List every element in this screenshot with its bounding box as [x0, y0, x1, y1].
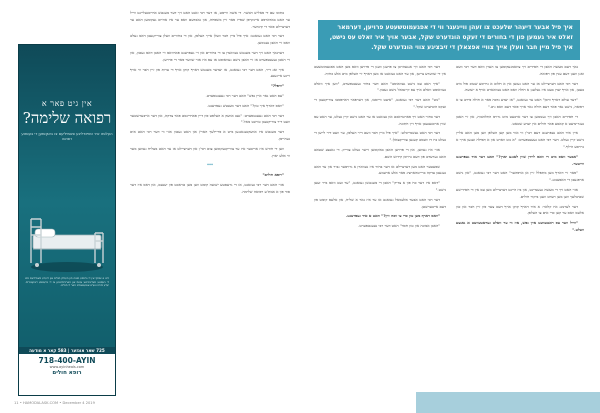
paragraph: אזוי האט דער רבי געזאגט, אז די גרעסטע ישועה קומט ווען מען טראכט פון יענעם, און דאס איז דער סוד פון א אמת'ע רפואה שלימה.: [130, 181, 290, 194]
paragraph: "האבן אמונה און טון חסד" האט דער רבי געענטפערט.: [358, 223, 440, 229]
paragraph: דער מענטש איז אוועקגעגאנגען מיט א פריילעך הארץ און האט געטון אזוי ווי דער רבי האט אים געהייסן.: [130, 129, 290, 141]
paragraph: "אבער וואס מיט די וואס ליידן שוין לאנגע יארן?" האט דער איד געפרעגט ווייטער.: [456, 153, 584, 166]
ad-headline: [19, 99, 115, 127]
paragraph: אזוי איז געווען, און די פרויען האבן באקומען זייער געלט צוריק. די גאנצע שטאט האט גערעדט פון דעם גרויסן קידוש השם.: [314, 146, 446, 159]
charity-advertisement[interactable]: [18, 44, 116, 396]
page-footer: 11 • HAMODIA.ASK.COM • December 4 2019: [14, 401, 95, 405]
paragraph: "דער עולם דארף וויסן" האט ער געזאגט, "אז יעדע נדבה פאר א חולה פירט צו א רפואה, נישט נאר פאר דעם חולה נאר אויך פאר דעם וואס גיט.": [456, 97, 584, 109]
paragraph: דער לערנונג איז קלאר: א איד דארף קוקן אויף דעם צער פון זיין חבר און טון אלעס וואס ער קען כדי אים צו העלפן.: [456, 203, 584, 216]
article-column-right-page-right: [456, 64, 584, 388]
paragraph: דער רבי האט געשמייכלט: "איך פיל מיין חבר וועט דיר העלפן, ער וועט דיר לייען די געלט ביז דו וועסט קענען צוריקצאלן.": [314, 130, 446, 143]
ad-contact-box: [19, 347, 115, 395]
ad-phone-number[interactable]: 718-400-AYIN: [38, 356, 96, 365]
ad-subtitle: העלפט איר טוויינדליגע פאמיליעס צו באקומען די בעסטע רפואה: [21, 131, 113, 141]
paragraph: נאך דעם מעשה האבן די חסידים זיך צוזאמגעקומען צו הערן וואס דער רבי וועט זאגן וועגן דעם ענין פון רפואה.: [456, 64, 584, 76]
ad-offer-bar: 725 שאר אונזער | 583 קאר א מודעה: [19, 347, 115, 354]
section-separator: ***: [206, 162, 214, 168]
ad-headline-big: רפואה שלימה?: [22, 109, 112, 127]
paragraph: דער רבי האט דערציילט אז ער האט געזען אין א חלום א גרויסע שטוב פול מיט בעטן, און אויף יעדן בעט איז געלעגן א חולה וואס האט געוואארט אויף א ישועה.: [456, 80, 584, 93]
article-column-left-page: [130, 10, 290, 388]
paragraph: איין איד האט געפרעגט דעם רבי'ן ווי אזוי מען קען העלפן ווען מען האט אליין נישט קיין געלט. דער רבי האט געענטפערט: "א גוט ווארט און א תפילה זענען אויך א גרויסע הילף.": [456, 130, 584, 149]
paragraph: דער רבי האט אבער אלעמאל געזאגט אז ער איז נאר א שליח, און אלעס קומט פון דעם אייבערשטן.: [314, 196, 446, 209]
paragraph: דער רבי האט זיך אנגעהויבן צו פרעגן וועגן די פרויען וואס מען האט אפגעמוטשעט אין די שווערע צייטן, און ער האט געזאגט אז מען דארף זיי העלפן מיט אלע כחות.: [314, 64, 446, 76]
paragraph: די חסידים האבן זיך גענומען צו דער ארבעט מיט גרויס התלהבות, און זיי האבן געגרינדעט א קאסע פאר חולים אין יעדע שטאט.: [456, 113, 584, 126]
ad-headline-small: אין גיט פאר א: [41, 99, 93, 108]
paragraph: שפעטער האט מען דערציילט אז דער בחור איז געווארן א גרויסער גביר און ער האט געגעבן צדקה ברייטהארציג פאר אלע ארעמע.: [314, 163, 446, 176]
decorative-blue-block: [416, 392, 600, 413]
paragraph: "גוט" האט דער רבי געזאגט, "איצט ווייסטו, און דערפאר דארפסטו צוריקגעבן די זעקס הונדערט שקל.": [314, 97, 446, 109]
hospital-bed-illustration: [25, 205, 109, 275]
article-column-right-page-left: [314, 64, 446, 388]
paragraph: "פאר זיי דארף מען מתפלל זיין אן אויפהער" האט דער רבי געזאגט, "און נישט אויפגעבן די האפענונג.": [456, 170, 584, 183]
paragraph: "דאס איז דער כח פון א צדיק" האבן די מענטשן געזאגט, "ער זעט וואס מיר זעען נישט.": [314, 180, 446, 192]
paragraph: דער בחור האט זיך פארטראכט און געזאגט אז ער האט נישט קיין געלט, ער האט עס שוין אויסגעגעבן אויף זיין חתונה.: [314, 113, 446, 126]
paragraph: "עס האט נאר איין נפש" האט דער רבי געענטפערט.: [205, 92, 284, 98]
paragraph: דערנאך האט זיך דער מענטש געוואנדן צו די בחורים און זיי געפרעגט פארוואס זיי האבן דאס געטון, און זיי האבן געענטפערט אז זיי האבן נישט געוואוסט אז עס איז אזוי שווער פאר די פרויען.: [130, 49, 290, 62]
paragraph: דער רבי האט געזאגט: איך פיל מיין חבר וועלן אייך העלפן, און די בחורים וועלן צוריקגעבן דאס געלט וואס זיי האבן גענומען.: [130, 33, 290, 46]
paragraph: "איך האב עס נישט געוואוסט" האט דער בחור געענטפערט, "ווען איך וואלט געוואוסט וואלט איך עס קיינמאל נישט געטון.": [314, 80, 446, 93]
paragraph: אזוי האט זיך די מעשה געענדיגט, און ביז היינט דערציילט מען עס אין די חסידישע שטיבלעך ווען מען רעדט וועגן ביקור חולים.: [456, 186, 584, 199]
paragraph: בתוכו עם די פאליש הכשר. די אשה ווייסט, אז דער רבי זאגט האט זיך דער מענטש ארויסגעלייגט ווייל ער האט באדארפט איינקויפן שפייז פאר זיין משפחה, און נאכדעם וואס ער איז אהיים געקומען האט ער דערציילט פאר די קינדער.: [130, 10, 290, 29]
ad-brand-logo: רופא חולים: [52, 370, 82, 376]
paragraph: ווען די חודש איז אריבער איז ער צוריקגעקומען צום רבי'ן און דערציילט אז ער האט מצליח געווען מער ווי אלע יארן.: [130, 145, 290, 158]
paragraph: "ווייל ווער עס ראטעוועט איין נפש, איז ווי ער וואלט געראטעוועט א גאנצע וועלט.": [456, 220, 584, 232]
ad-website-link[interactable]: www.ayinheals.com: [49, 365, 85, 369]
paragraph: "וויפל?": [270, 83, 284, 89]
paragraph: דער רבי האט געענטפערט: "געב אוועק א העלפט פון דיין פארדינסט פאר צדקה, און דער אייבערשטער וועט דיר צוריקגעבן טויזנט מאל.": [130, 112, 290, 125]
ad-fine-print: זייט א שותף אין די גרויסע מצוה פון העלפן חולים און זייערע פאמיליעס מיט די בעסטע מעדיצינישע עצות און פארבינדונגען צו די גרעסטע דאקטוירים. יעדע נדבה ווערט אנגעוואנדט פאר די חולים.: [25, 277, 109, 288]
paragraph: "וואס דארף איך טון?" האט דער מענטש געפרעגט.: [207, 102, 284, 108]
paragraph: "וואס דארף מען טון כדי צו זוכה זיין?" האט א איד געפרעגט.: [346, 213, 440, 219]
right-page: [300, 0, 600, 413]
paragraph: איך זאג דיר, האט דער רבי געזאגט, אז יעדער מענטש דארף קוקן אויף די צרות פון זיין חבר ווי אויף זיינע אייגענע.: [130, 66, 290, 79]
article-headline: איך פיל אבער דיעהר שלעכט צו זעהן ווייגעגר ווי די אפגעמוטשעטע פרויען, דערמאר זאלט איר געמען פון די בחורים די זעקס הונדערט שקל, אבער אויך איר זאלט עס נישט, איך פיל מיין חבר וועלן אייך צוויי אפצאלן די זיבציגע צווי הונדערט שקל.: [318, 20, 580, 60]
paragraph: "רופא חולים": [262, 172, 284, 178]
